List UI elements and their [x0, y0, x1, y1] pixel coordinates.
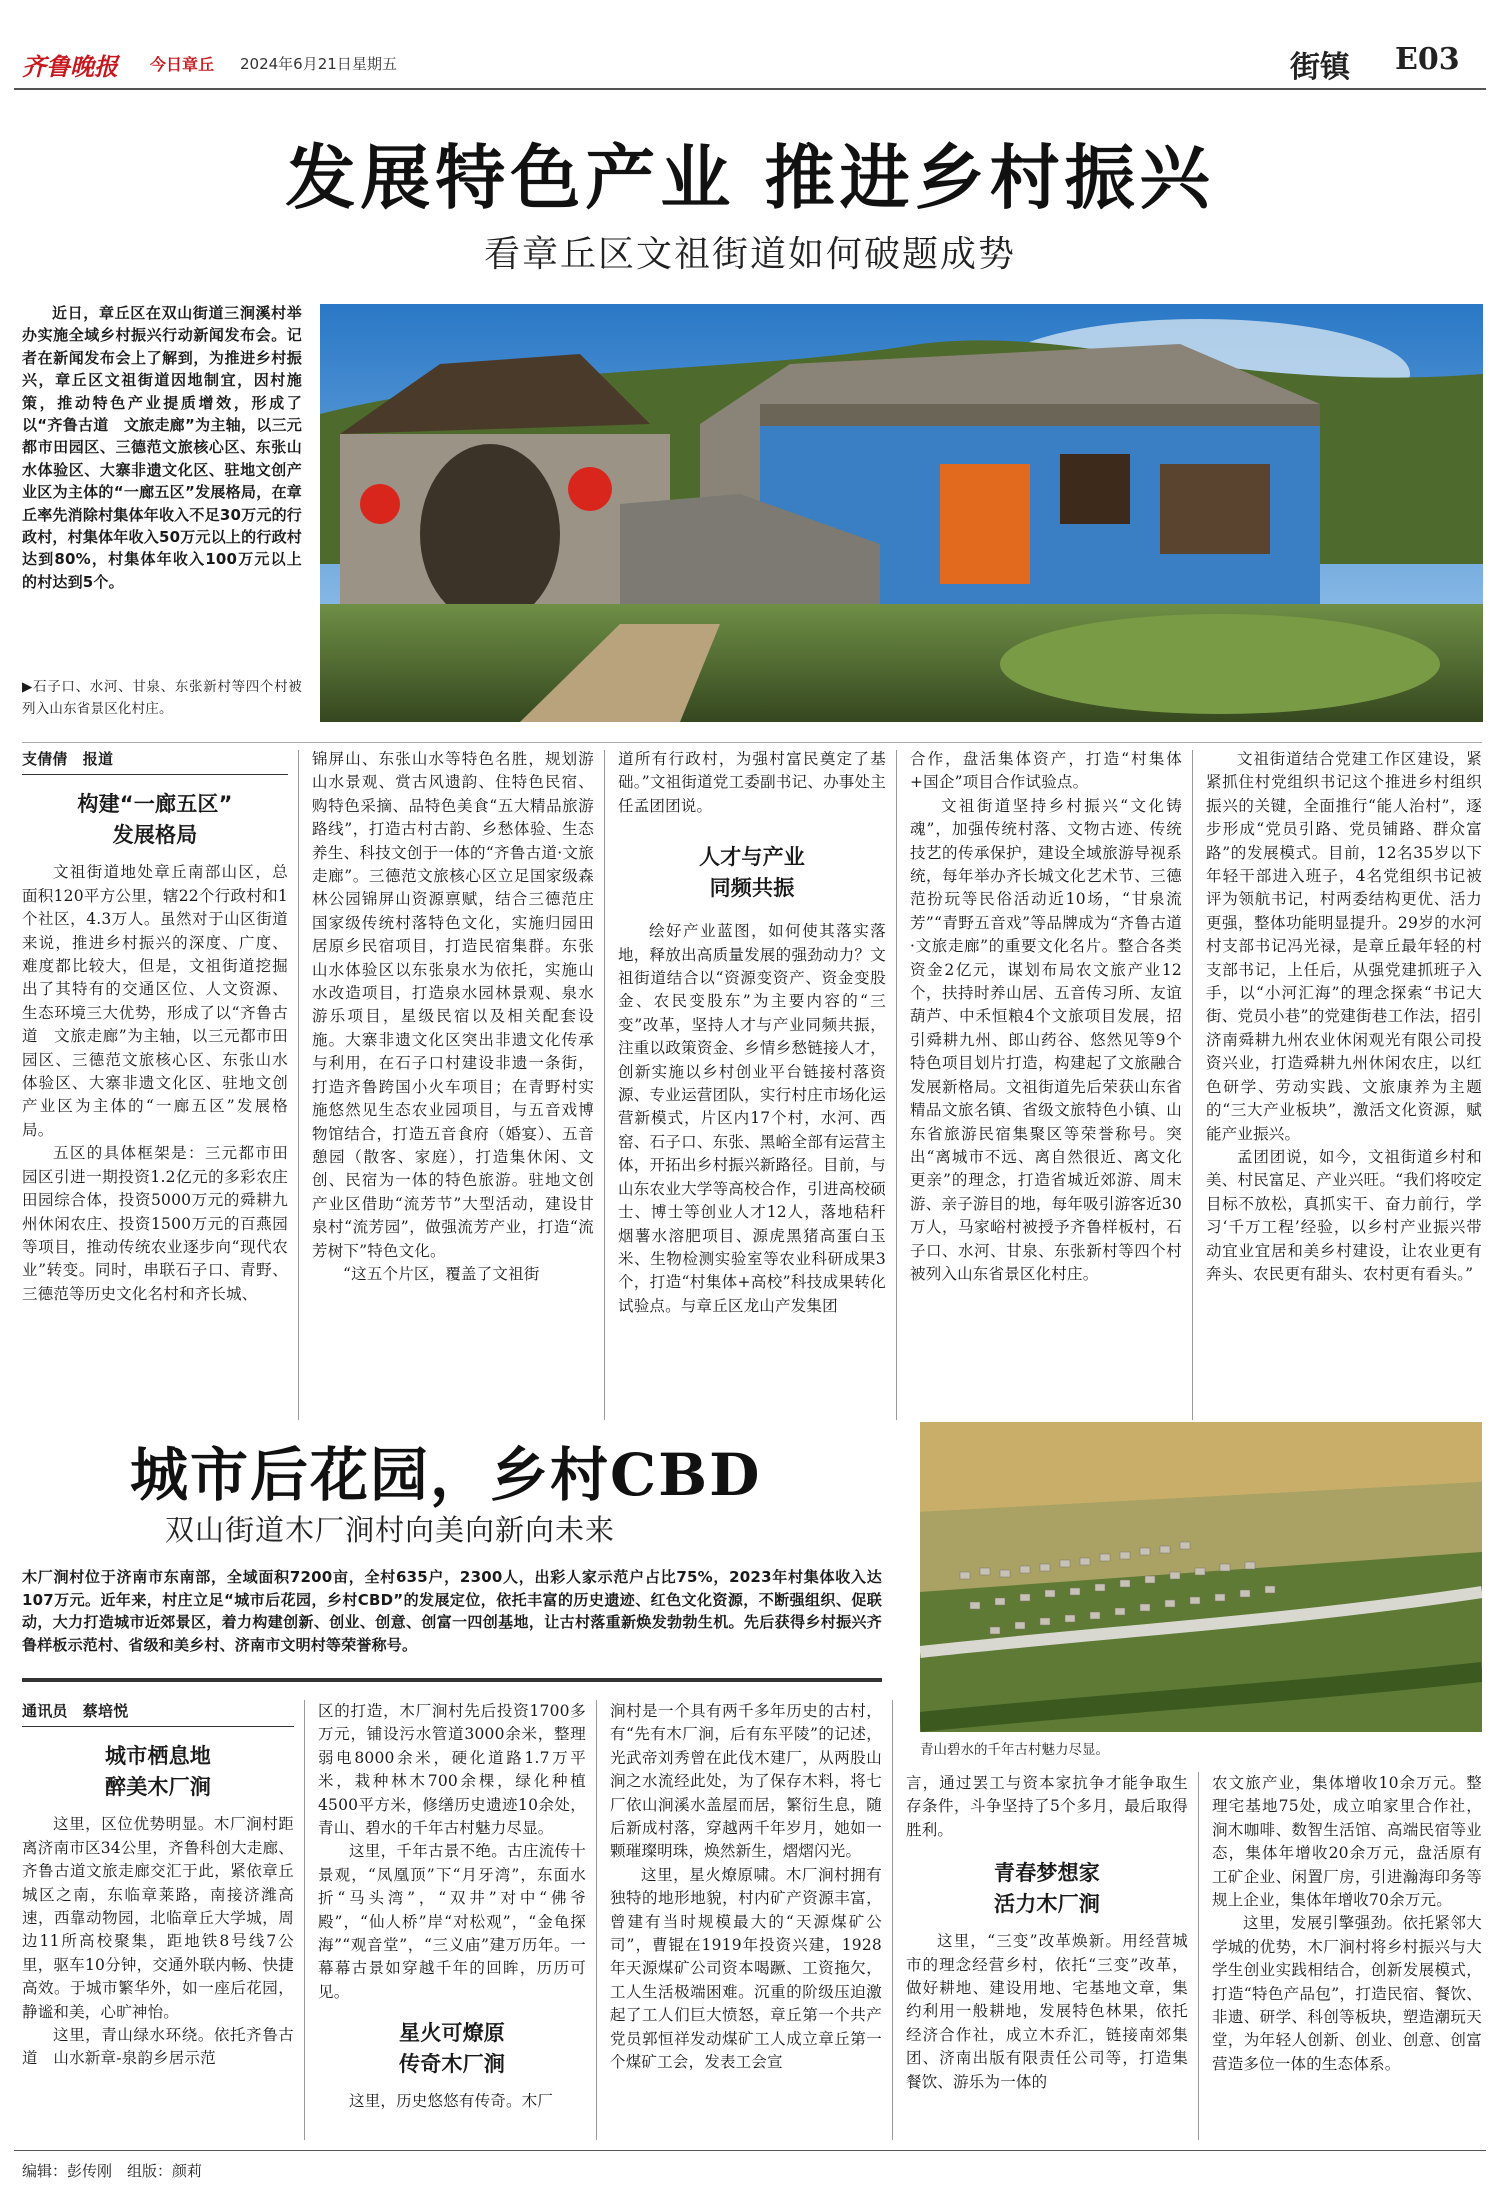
article1-subhead-1: 构建“一廊五区” 发展格局 [77, 792, 233, 848]
village-photo [320, 304, 1483, 722]
article2-subhead-3: 青春梦想家 活力木厂涧 [994, 1861, 1100, 1917]
issue-weekday: 星期五 [352, 55, 398, 73]
article1-headline: 发展特色产业 推进乡村振兴 [285, 136, 1215, 219]
article1-divider [22, 742, 1482, 743]
article1-col4: 合作，盘活集体资产，打造“村集体+国企”项目合作试验点。 文祖街道坚持乡村振兴“文化铸魂”，加强传统村落、文物古迹、传统技艺的传承保护，建设全域旅游导视系统，每年举办齐长城文化艺术节、三德范扮玩等民俗活动近10场，“甘泉流芳”“青野五音戏”等品牌成为“齐鲁古道·文旅走廊”的重要文化名片。整合各类资金2亿元，谋划布局农文旅产业12个，扶持时养山居、五音传习所、友谊葫芦、中禾恒粮4个文旅项目发展，招引舜耕九州、郎山药谷、悠然见等9个特色项目划片打造，构建起了文旅融合发展新格局。文祖街道先后荣获山东省精品文旅名镇、省级文旅特色小镇、山东省旅游民宿集聚区等荣誉称号。突出“离城市不远、离自然很近、离文化更亲”的理念，打造省城近郊游、周末游、亲子游目的地，每年吸引游客近30万人，马家峪村被授予齐鲁样板村，石子口、水河、甘泉、东张新村等四个村被列入山东省景区化村庄。 [910, 750, 1182, 1283]
article2-subhead-1: 城市栖息地 醉美木厂涧 [105, 1744, 211, 1800]
article1-subhead-2: 人才与产业 同频共振 [699, 845, 805, 901]
footer-rule [14, 2150, 1486, 2151]
column-rule [892, 1700, 893, 2140]
article1-byline: 支倩倩 报道 [22, 748, 288, 775]
aerial-photo-caption: 青山碧水的千年古村魅力尽显。 [920, 1742, 1109, 1758]
article2-col5: 农文旅产业，集体增收10余万元。整理宅基地75处，成立咱家里合作社，涧木咖啡、数智生活馆、高端民宿等业态，集体年增收20余万元，盘活原有工矿企业、闲置厂房，引进瀚海印务等规上企业，集体年增收70余万元。 这里，发展引擎强劲。依托紧邻大学城的优势，木厂涧村将乡村振兴与大学生创业实践相结合，创新发展模式，打造“特色产品包”，打造民宿、餐饮、非遗、研学、科创等板块，塑造潮玩天堂，为年轻人创新、创业、创意、创富营造多位一体的生态体系。 [1212, 1774, 1482, 2073]
column-rule [604, 750, 605, 1420]
article1-col2: 锦屏山、东张山水等特色名胜，规划游山水景观、赏古风遗韵、住特色民宿、购特色采摘、品特色美食“五大精品旅游路线”，打造古村古韵、乡愁体验、生态养生、科技文创于一体的“齐鲁古道·文旅走廊”。三德范文旅核心区立足国家级森林公园锦屏山资源禀赋，结合三德范庄国家级传统村落特色文化，实施归园田居原乡民宿项目，打造民宿集群。东张山水体验区以东张泉水为依托，实施山水改造项目，打造泉水园林景观、泉水游乐项目，星级民宿以及相关配套设施。大寨非遗文化区突出非遗文化传承与利用，在石子口村建设非遗一条街，打造齐鲁跨国小火车项目；在青野村实施悠然见生态农业园项目，与五音戏博物馆结合，打造五音食府（婚宴）、五音憩园（散客、家庭），打造集休闲、文创、民宿为一体的特色旅游。驻地文创产业区借助“流芳节”大型活动，建设甘泉村“流芳园”，做强流芳产业，打造“流芳树下”特色文化。 “这五个片区，覆盖了文祖街 [312, 750, 594, 1283]
article2-headline: 城市后花园，乡村CBD [130, 1441, 762, 1509]
article1-subheadline: 看章丘区文祖街道如何破题成势 [483, 234, 1016, 275]
article2-divider [22, 1678, 882, 1682]
column-rule [304, 1700, 305, 2140]
article1-lead: 近日，章丘区在双山街道三涧溪村举办实施全域乡村振兴行动新闻发布会。记者在新闻发布会上了解到，为推进乡村振兴，章丘区文祖街道因地制宜，因村施策，推动特色产业提质增效，形成了以“齐鲁古道 文旅走廊”为主轴，以三元都市田园区、三德范文旅核心区、东张山水体验区、大寨非遗文化区、驻地文创产业区为主体的“一廊五区”发展格局，在章丘率先消除村集体年收入不足30万元的行政村，村集体年收入50万元以上的行政村达到80%，村集体年收入100万元以上的村达到5个。 [22, 304, 302, 591]
column-rule [596, 1700, 597, 2140]
article1-col5: 文祖街道结合党建工作区建设，紧紧抓住村党组织书记这个推进乡村组织振兴的关键，全面推行“能人治村”，逐步形成“党员引路、党员铺路、群众富路”的发展模式。目前，12名35岁以下年轻干部进入班子，4名党组织书记被评为领航书记，村两委结构更优、活力更强，整体功能明显提升。29岁的水河村支部书记冯光禄，是章丘最年轻的村支部书记，上任后，从强党建抓班子入手，以“小河汇海”的理念探索“书记大街、党员小巷”的党建街巷工作法，招引济南舜耕九州农业休闲观光有限公司投资兴业，打造舜耕九州休闲农庄，以红色研学、劳动实践、文旅康养为主题的“三大产业板块”，激活文化资源，赋能产业振兴。 孟团团说，如今，文祖街道乡村和美、村民富足、产业兴旺。“我们将咬定目标不放松，真抓实干、奋力前行，学习‘千万工程’经验，以乡村产业振兴带动宜业宜居和美乡村建设，让农业更有奔头、农民更有甜头、农村更有看头。” [1206, 750, 1482, 1283]
edition-label: 今日章丘 [150, 55, 215, 74]
article1-col1: 支倩倩 报道 构建“一廊五区” 发展格局 文祖街道地处章丘南部山区，总面积120平方公里，辖22个行政村和1个社区，4.3万人。虽然对于山区街道来说，推进乡村振兴的深度、广度、难度都比较大，但是，文祖街道挖掘出了其特有的交通区位、人文资源、生态环境三大优势，形成了以“齐鲁古道 文旅走廊”为主轴，以三元都市田园区、三德范文旅核心区、东张山水体验区、大寨非遗文化区、驻地文创产业区为主体的“一廊五区”发展格局。 五区的具体框架是：三元都市田园区引进一期投资1.2亿元的多彩农庄田园综合体，投资5000万元的舜耕九州休闲农庄、投资1500万元的百燕园等项目，推动传统农业逐步向“现代农业”转变。同时，串联石子口、青野、三德范等历史文化名村和齐长城、 [22, 750, 288, 1303]
article1-col3: 道所有行政村，为强村富民奠定了基础。”文祖街道党工委副书记、办事处主任孟团团说。 人才与产业 同频共振 绘好产业蓝图，如何使其落实落地，释放出高质量发展的强劲动力？文祖街道结合以“资源变资产、资金变股金、农民变股东”为主要内容的“三变”改革，坚持人才与产业同频共振，注重以政策资金、乡情乡愁链接人才，创新实施以乡村创业平台链接村落资源、专业运营团队，实行村庄市场化运营新模式，片区内17个村，水河、西窑、石子口、东张、黑峪全部有运营主体，开拓出乡村振兴新路径。目前，与山东农业大学等高校合作，引进高校硕士、博士等创业人才12人，落地秸秆烟薯水溶肥项目、源虎黑猪高蛋白玉米、生物检测实验室等农业科研成果3个，打造“村集体+高校”科技成果转化试验点。与章丘区龙山产发集团 [618, 750, 886, 1315]
column-rule [1192, 750, 1193, 1420]
photo-caption: ▶石子口、水河、甘泉、东张新村等四个村被列入山东省景区化村庄。 [22, 679, 302, 717]
footer-credits: 编辑：彭传刚 组版：颜莉 [22, 2162, 203, 2180]
article2-col4: 言，通过罢工与资本家抗争才能争取生存条件，斗争坚持了5个多月，最后取得胜利。 青春梦想家 活力木厂涧 这里，“三变”改革焕新。用经营城市的理念经营乡村，依托“三变”改革，做好耕地、建设用地、宅基地文章，集约利用一般耕地，发展特色林果，依托经济合作社，成立木乔汇，链接南郊集团、济南出版有限责任公司等，打造集餐饮、游乐为一体的 [906, 1774, 1188, 2091]
article2-lead: 木厂涧村位于济南市东南部，全域面积7200亩，全村635户，2300人，出彩人家示范户占比75%，2023年村集体收入达107万元。近年来，村庄立足“城市后花园，乡村CBD”的发展定位，依托丰富的历史遗迹、红色文化资源，不断强组织、促联动，大力打造城市近郊景区，着力构建创新、创业、创意、创富一四创基地，让古村落重新焕发勃勃生机。先后获得乡村振兴齐鲁样板示范村、省级和美乡村、济南市文明村等荣誉称号。 [22, 1568, 882, 1654]
article2-col2: 区的打造，木厂涧村先后投资1700多万元，铺设污水管道3000余米，整理弱电8000余米，硬化道路1.7万平米，栽种林木700余棵，绿化种植4500平方米，修缮历史遗迹10余处，青山、碧水的千年古村魅力尽显。 这里，千年古景不绝。古庄流传十景观，“凤凰顶”下“月牙湾”，东面水折“马头湾”，“双井”对中“佛爷殿”，“仙人桥”岸“对松观”，“金龟探海”“观音堂”，“三义庙”建万历年。一幕幕古景如穿越千年的回眸，历历可见。 星火可燎原 传奇木厂涧 这里，历史悠悠有传奇。木厂 [318, 1702, 586, 2111]
masthead-logo: 齐鲁晚报 [22, 52, 118, 81]
column-rule [298, 750, 299, 1420]
article2-subheadline: 双山街道木厂涧村向美向新向未来 [165, 1513, 616, 1547]
issue-date: 2024年6月21日 [240, 55, 352, 73]
aerial-photo [920, 1422, 1482, 1732]
article2-col1: 通讯员 蔡培悦 城市栖息地 醉美木厂涧 这里，区位优势明显。木厂涧村距离济南市区34公里，齐鲁科创大走廊、齐鲁古道文旅走廊交汇于此，紧依章丘城区之南，东临章莱路，南接济潍高速，西靠动物园，北临章丘大学城，周边11所高校聚集，距地铁8号线7公里，驱车10分钟，交通外联内畅、快捷高效。于城市繁华外，如一座后花园，静谧和美，心旷神怡。 这里，青山绿水环绕。依托齐鲁古道 山水新章-泉韵乡居示范 [22, 1702, 294, 2068]
header-rule [14, 88, 1486, 90]
article2-subhead-2: 星火可燎原 传奇木厂涧 [399, 2021, 505, 2077]
column-rule [896, 750, 897, 1420]
column-rule [1198, 1772, 1199, 2140]
page-number: E03 [1395, 42, 1460, 77]
section-name: 街镇 [1290, 50, 1350, 85]
article2-byline: 通讯员 蔡培悦 [22, 1700, 294, 1727]
article2-col3: 涧村是一个具有两千多年历史的古村，有“先有木厂涧，后有东平陵”的记述，光武帝刘秀曾在此伐木建厂，从两股山涧之水流经此处，为了保存木料，将七厂依山涧溪水盖屋而居，繁衍生息，随后新成村落，穿越两千年岁月，她如一颗璀璨明珠，焕然新生，熠熠闪光。 这里，星火燎原啸。木厂涧村拥有独特的地形地貌，村内矿产资源丰富，曾建有当时规模最大的“天源煤矿公司”，曹锟在1919年投资兴建，1928年天源煤矿公司资本喝蹶、工资拖欠，工人生活极端困难。沉重的阶级压迫激起了工人们巨大愤怒，章丘第一个共产党员郭恒祥发动煤矿工人成立章丘第一个煤矿工会，发表工会宣 [610, 1702, 882, 2072]
